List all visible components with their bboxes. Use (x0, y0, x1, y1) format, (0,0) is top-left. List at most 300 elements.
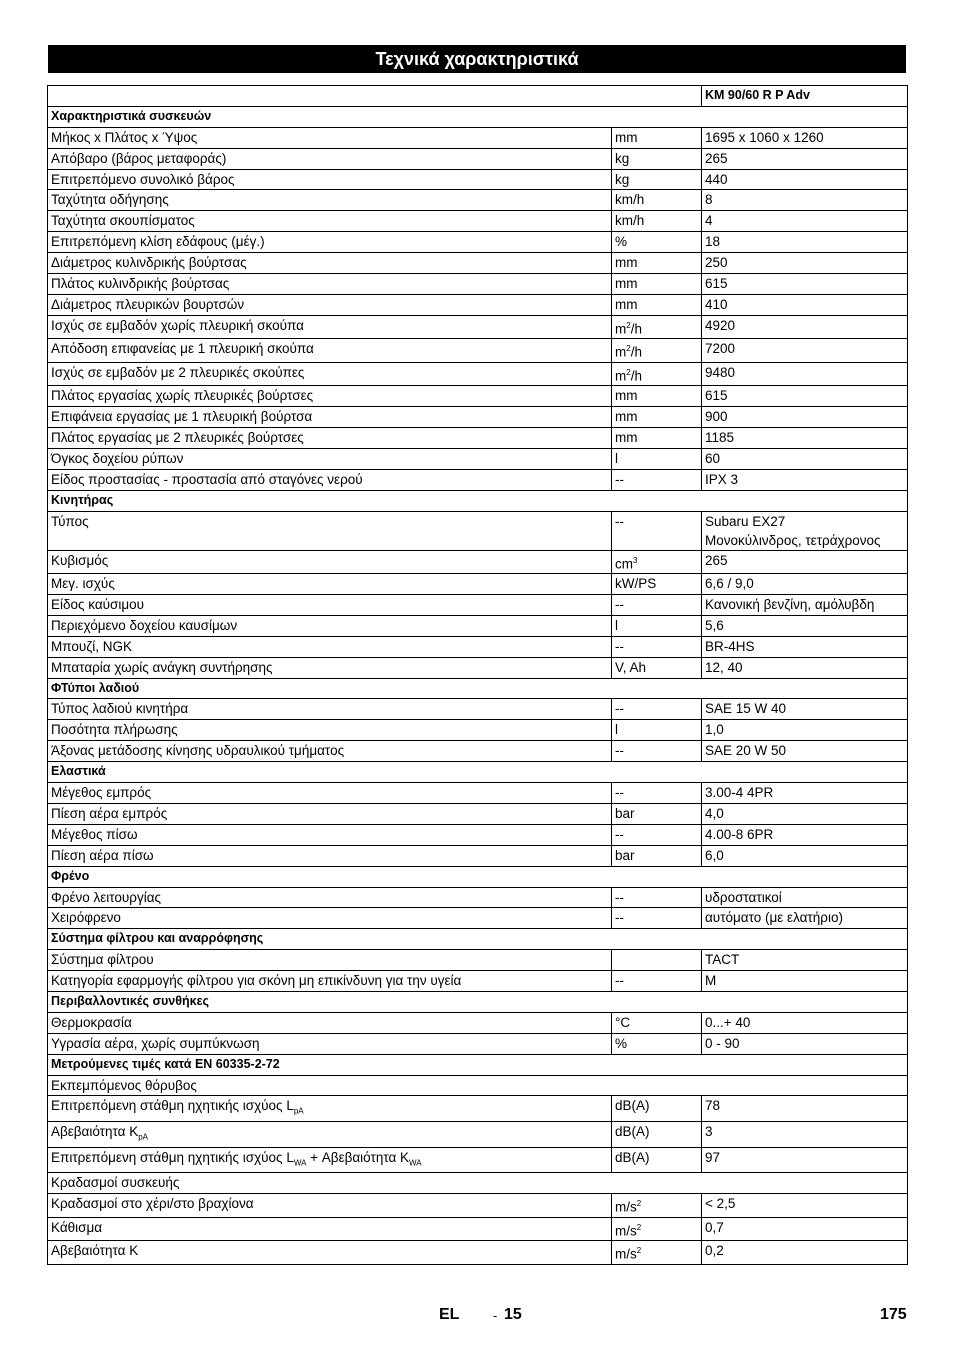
table-row (48, 1217, 908, 1241)
unit-cell (612, 636, 702, 657)
section-row (48, 929, 908, 950)
spec-table (47, 85, 908, 1265)
table-row (48, 1033, 908, 1054)
unit-text: bar (615, 805, 635, 821)
unit-cell (612, 407, 702, 428)
label-text: Φρένο λειτουργίας (51, 889, 162, 905)
label-cell (48, 908, 612, 929)
unit-cell (612, 1096, 702, 1122)
label-text: Απόβαρο (βάρος μεταφοράς) (51, 150, 227, 166)
table-row (48, 803, 908, 824)
value-text: 615 (705, 276, 728, 292)
label-cell (48, 428, 612, 449)
unit-cell (612, 720, 702, 741)
table-row (48, 741, 908, 762)
label-text: Αβεβαιότητα K (51, 1243, 139, 1259)
label-cell (48, 1122, 612, 1148)
label-text: Επιτρεπόμενο συνολικό βάρος (51, 171, 235, 187)
label-text: Ταχύτητα σκουπίσματος (51, 213, 195, 229)
unit-cell (612, 274, 702, 295)
value-cell (702, 190, 908, 211)
label-cell (48, 1147, 612, 1173)
label-cell (48, 211, 612, 232)
value-cell (702, 294, 908, 315)
unit-text: -- (615, 701, 624, 717)
value-cell (702, 657, 908, 678)
table-row (48, 511, 908, 550)
footer-section-page: 15 (504, 1306, 522, 1323)
value-cell (702, 845, 908, 866)
unit-text: l (615, 617, 618, 633)
value-text-line2: Μονοκύλινδρος, τετράχρονος (705, 532, 881, 548)
value-cell (702, 615, 908, 636)
value-text: 0,2 (705, 1243, 724, 1259)
label-text: Ποσότητα πλήρωσης (51, 722, 178, 738)
unit-text: cm (615, 556, 633, 572)
value-cell (702, 148, 908, 169)
unit-text: dB(A) (615, 1124, 650, 1140)
unit-text: m/s (615, 1199, 637, 1215)
unit-cell (612, 615, 702, 636)
unit-text: kW/PS (615, 576, 657, 592)
value-cell (702, 169, 908, 190)
label-text: Είδος καύσιμου (51, 597, 145, 613)
unit-cell (612, 887, 702, 908)
label-text: Επιτρεπόμενη στάθμη ηχητικής ισχύος L (51, 1149, 294, 1165)
unit-text: kg (615, 150, 630, 166)
value-cell (702, 362, 908, 386)
label-text: Τύπος (51, 513, 89, 529)
unit-cell (612, 253, 702, 274)
subheading-cell: Κραδασμοί συσκευής (48, 1173, 908, 1194)
label-cell (48, 169, 612, 190)
label-text: Θερμοκρασία (51, 1014, 132, 1030)
value-cell (702, 407, 908, 428)
value-text: 3 (705, 1124, 713, 1140)
label-cell (48, 1241, 612, 1265)
table-row (48, 699, 908, 720)
table-row (48, 253, 908, 274)
unit-cell (612, 783, 702, 804)
footer-dash: - (493, 1308, 498, 1323)
label-cell (48, 362, 612, 386)
unit-text: -- (615, 743, 624, 759)
unit-cell (612, 699, 702, 720)
section-heading: Κινητήρας (48, 490, 908, 511)
unit-cell (612, 211, 702, 232)
section-row (48, 991, 908, 1012)
label-cell (48, 274, 612, 295)
value-cell (702, 386, 908, 407)
value-text: BR-4HS (705, 638, 755, 654)
value-cell (702, 720, 908, 741)
value-cell (702, 550, 908, 574)
table-row (48, 211, 908, 232)
unit-text: m (615, 344, 627, 360)
label-cell (48, 1194, 612, 1218)
page-number: 175 (880, 1306, 907, 1323)
value-cell (702, 741, 908, 762)
label-text: Μέγεθος πίσω (51, 826, 138, 842)
table-row (48, 636, 908, 657)
value-text: 60 (705, 450, 721, 466)
unit-cell (612, 803, 702, 824)
label-cell (48, 699, 612, 720)
label-cell (48, 574, 612, 595)
unit-cell (612, 657, 702, 678)
unit-cell (612, 574, 702, 595)
label-cell (48, 294, 612, 315)
unit-text: mm (615, 129, 638, 145)
unit-cell (612, 1241, 702, 1265)
unit-text: % (615, 234, 628, 250)
unit-text: dB(A) (615, 1098, 650, 1114)
section-row (48, 762, 908, 783)
label-text: Πλάτος εργασίας χωρίς πλευρικές βούρτσες (51, 388, 314, 404)
table-row (48, 1147, 908, 1173)
unit-text: mm (615, 255, 638, 271)
unit-cell (612, 315, 702, 339)
label-cell (48, 469, 612, 490)
table-row (48, 232, 908, 253)
label-cell (48, 315, 612, 339)
unit-text: m/s (615, 1223, 637, 1239)
table-row (48, 1075, 908, 1096)
value-cell (702, 1096, 908, 1122)
unit-superscript: 2 (626, 320, 631, 330)
unit-cell (612, 469, 702, 490)
value-cell (702, 783, 908, 804)
table-row (48, 148, 908, 169)
page-title: Τεχνικά χαρακτηριστικά (48, 45, 906, 73)
value-text: 615 (705, 388, 728, 404)
label-text: Μέγεθος εμπρός (51, 785, 152, 801)
unit-cell (612, 428, 702, 449)
unit-cell (612, 190, 702, 211)
label-text: Διάμετρος πλευρικών βουρτσών (51, 296, 245, 312)
value-text: 0...+ 40 (705, 1014, 751, 1030)
label-text: Κυβισμός (51, 552, 109, 568)
label-text-continued: + Αβεβαιότητα K (306, 1149, 410, 1165)
value-cell (702, 127, 908, 148)
value-text: 97 (705, 1149, 721, 1165)
value-cell (702, 1217, 908, 1241)
section-heading: Φρένο (48, 866, 908, 887)
value-text: 9480 (705, 364, 736, 380)
value-text: < 2,5 (705, 1196, 736, 1212)
label-subscript: pA (138, 1132, 149, 1142)
label-text: Άξονας μετάδοσης κίνησης υδραυλικού τμήματος (51, 743, 345, 759)
value-cell (702, 232, 908, 253)
label-cell (48, 720, 612, 741)
value-cell (702, 339, 908, 363)
table-row (48, 971, 908, 992)
value-text: 78 (705, 1098, 721, 1114)
label-cell (48, 127, 612, 148)
label-text: Πίεση αέρα πίσω (51, 847, 154, 863)
unit-text: m/s (615, 1246, 637, 1262)
section-heading: Περιβαλλοντικές συνθήκες (48, 991, 908, 1012)
table-row (48, 845, 908, 866)
table-row (48, 657, 908, 678)
section-heading: Χαρακτηριστικά συσκευών (48, 106, 908, 127)
value-text: 265 (705, 150, 728, 166)
unit-cell (612, 595, 702, 616)
label-text: Όγκος δοχείου ρύπων (51, 450, 184, 466)
label-text: Επιτρεπόμενη στάθμη ηχητικής ισχύος L (51, 1098, 294, 1114)
value-cell (702, 253, 908, 274)
value-text: 0 - 90 (705, 1035, 740, 1051)
label-cell (48, 253, 612, 274)
table-row (48, 339, 908, 363)
label-cell (48, 448, 612, 469)
value-cell (702, 315, 908, 339)
label-cell (48, 386, 612, 407)
value-text: 18 (705, 234, 721, 250)
label-text: Επιτρεπόμενη κλίση εδάφους (μέγ.) (51, 234, 265, 250)
value-cell (702, 699, 908, 720)
footer-language: EL (439, 1306, 460, 1323)
label-text: Πλάτος κυλινδρικής βούρτσας (51, 276, 230, 292)
table-row (48, 407, 908, 428)
header-empty-cell (48, 86, 702, 107)
unit-text-continued: /h (630, 344, 642, 360)
value-cell (702, 428, 908, 449)
label-text: Μπουζί, NGK (51, 638, 132, 654)
label-text: Πίεση αέρα εμπρός (51, 805, 168, 821)
label-cell (48, 1033, 612, 1054)
table-row (48, 1241, 908, 1265)
unit-text: -- (615, 826, 624, 842)
unit-text: l (615, 722, 618, 738)
table-row (48, 1194, 908, 1218)
unit-cell (612, 169, 702, 190)
unit-cell (612, 1194, 702, 1218)
section-heading: Μετρούμενες τιμές κατά EN 60335-2-72 (48, 1054, 908, 1075)
section-row (48, 106, 908, 127)
label-text: Πλάτος εργασίας με 2 πλευρικές βούρτσες (51, 430, 304, 446)
label-text: Απόδοση επιφανείας με 1 πλευρική σκούπα (51, 341, 314, 357)
unit-superscript: 3 (633, 555, 638, 565)
value-text: TACT (705, 952, 740, 968)
unit-text: kg (615, 171, 630, 187)
unit-cell (612, 845, 702, 866)
value-cell (702, 1147, 908, 1173)
unit-text: -- (615, 910, 624, 926)
value-cell (702, 1241, 908, 1265)
unit-superscript: 2 (626, 344, 631, 354)
table-row (48, 595, 908, 616)
label-cell (48, 845, 612, 866)
table-row (48, 1096, 908, 1122)
unit-text-continued: /h (630, 368, 642, 384)
label-subscript: WA (293, 1158, 307, 1168)
label-cell (48, 887, 612, 908)
label-text: Μπαταρία χωρίς ανάγκη συντήρησης (51, 659, 273, 675)
unit-text: -- (615, 597, 624, 613)
value-text: 410 (705, 296, 728, 312)
value-text: 4 (705, 213, 713, 229)
value-text: 7200 (705, 341, 736, 357)
value-cell (702, 971, 908, 992)
value-cell (702, 211, 908, 232)
unit-cell (612, 550, 702, 574)
table-row (48, 887, 908, 908)
unit-cell (612, 362, 702, 386)
unit-cell (612, 294, 702, 315)
value-text: 4.00-8 6PR (705, 826, 774, 842)
value-text: 5,6 (705, 617, 724, 633)
table-row (48, 615, 908, 636)
label-text: Τύπος λαδιού κινητήρα (51, 701, 189, 717)
unit-cell (612, 824, 702, 845)
unit-cell (612, 971, 702, 992)
value-cell (702, 636, 908, 657)
value-text: αυτόματο (με ελατήριο) (705, 910, 843, 926)
value-cell (702, 448, 908, 469)
unit-cell (612, 339, 702, 363)
section-heading: ΦΤύποι λαδιού (48, 678, 908, 699)
value-cell (702, 1033, 908, 1054)
unit-text: km/h (615, 213, 645, 229)
table-row (48, 386, 908, 407)
label-text: Είδος προστασίας - προστασία από σταγόνες νερού (51, 471, 363, 487)
value-cell (702, 574, 908, 595)
value-text: 4,0 (705, 805, 724, 821)
subheading-cell: Εκπεμπόμενος θόρυβος (48, 1075, 908, 1096)
label-text: Υγρασία αέρα, χωρίς συμπύκνωση (51, 1035, 260, 1051)
unit-text: mm (615, 388, 638, 404)
value-cell (702, 824, 908, 845)
value-text: 12, 40 (705, 659, 743, 675)
table-row (48, 469, 908, 490)
label-cell (48, 971, 612, 992)
value-text: 4920 (705, 317, 736, 333)
value-cell (702, 274, 908, 295)
unit-cell (612, 127, 702, 148)
value-cell (702, 595, 908, 616)
value-text: 900 (705, 409, 728, 425)
value-cell (702, 1122, 908, 1148)
section-row (48, 866, 908, 887)
table-row (48, 574, 908, 595)
value-cell (702, 803, 908, 824)
table-row (48, 274, 908, 295)
unit-cell (612, 1217, 702, 1241)
section-heading: Σύστημα φίλτρου και αναρρόφησης (48, 929, 908, 950)
unit-text: m (615, 368, 627, 384)
unit-text: bar (615, 847, 635, 863)
unit-text: -- (615, 638, 624, 654)
label-text: Αβεβαιότητα K (51, 1124, 139, 1140)
label-text: Κάθισμα (51, 1219, 103, 1235)
label-cell (48, 190, 612, 211)
value-text: 1695 x 1060 x 1260 (705, 129, 824, 145)
table-row (48, 1012, 908, 1033)
table-row (48, 824, 908, 845)
value-cell (702, 887, 908, 908)
label-cell (48, 783, 612, 804)
table-row (48, 315, 908, 339)
unit-cell (612, 386, 702, 407)
value-text: M (705, 973, 717, 989)
unit-text: mm (615, 296, 638, 312)
unit-cell (612, 908, 702, 929)
table-row (48, 190, 908, 211)
label-cell (48, 615, 612, 636)
table-row (48, 362, 908, 386)
label-cell (48, 803, 612, 824)
section-row (48, 490, 908, 511)
model-header: KM 90/60 R P Adv (702, 86, 908, 107)
table-row (48, 294, 908, 315)
table-row (48, 127, 908, 148)
unit-text: dB(A) (615, 1149, 650, 1165)
label-text: Σύστημα φίλτρου (51, 952, 154, 968)
value-cell (702, 908, 908, 929)
label-cell (48, 232, 612, 253)
table-row (48, 550, 908, 574)
label-text: Επιφάνεια εργασίας με 1 πλευρική βούρτσα (51, 409, 313, 425)
unit-superscript: 2 (636, 1222, 642, 1232)
table-row (48, 783, 908, 804)
section-heading: Ελαστικά (48, 762, 908, 783)
label-text: Μήκος x Πλάτος x Ύψος (51, 129, 198, 145)
label-text: Ισχύς σε εμβαδόν χωρίς πλευρική σκούπα (51, 317, 304, 333)
unit-text: -- (615, 471, 624, 487)
unit-text: -- (615, 973, 624, 989)
table-row (48, 169, 908, 190)
unit-cell (612, 950, 702, 971)
unit-cell (612, 1012, 702, 1033)
value-text: 6,0 (705, 847, 724, 863)
value-text: 265 (705, 552, 728, 568)
value-text: SAE 15 W 40 (705, 701, 787, 717)
unit-text: V, Ah (615, 659, 647, 675)
value-text: IPX 3 (705, 471, 739, 487)
value-cell (702, 1194, 908, 1218)
label-subscript: WA (409, 1158, 422, 1168)
unit-cell (612, 148, 702, 169)
value-text: υδροστατικοί (705, 889, 782, 905)
label-cell (48, 741, 612, 762)
table-row (48, 428, 908, 449)
table-row (48, 908, 908, 929)
unit-superscript: 2 (626, 367, 631, 377)
label-cell (48, 550, 612, 574)
label-cell (48, 950, 612, 971)
value-cell (702, 950, 908, 971)
value-text: 1185 (705, 430, 735, 446)
unit-cell (612, 1122, 702, 1148)
unit-text: -- (615, 889, 624, 905)
label-text: Ισχύς σε εμβαδόν με 2 πλευρικές σκούπες (51, 364, 305, 380)
label-text: Κραδασμοί στο χέρι/στο βραχίονα (51, 1196, 254, 1212)
unit-text: -- (615, 785, 624, 801)
value-cell (702, 469, 908, 490)
unit-text: mm (615, 430, 638, 446)
value-text: 1,0 (705, 722, 724, 738)
unit-superscript: 2 (636, 1199, 642, 1209)
value-text: 440 (705, 171, 728, 187)
label-cell (48, 824, 612, 845)
value-text: 3.00-4 4PR (705, 785, 774, 801)
unit-cell (612, 1147, 702, 1173)
unit-text: °C (615, 1014, 631, 1030)
table-row (48, 1173, 908, 1194)
unit-cell (612, 1033, 702, 1054)
unit-text-continued: /h (630, 321, 642, 337)
